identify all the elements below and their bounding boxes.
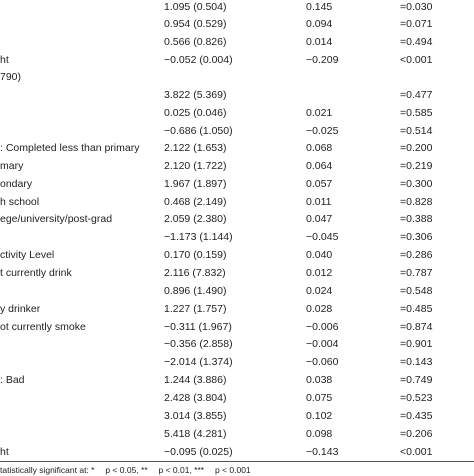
p-value-cell: <0.001 (400, 54, 433, 66)
p-value-cell: =0.219 (400, 160, 433, 172)
table-footnote: tatistically significant at: * p < 0.05, ** p < 0.01, *** p < 0.001 (0, 465, 251, 475)
standardized-beta-cell: −0.006 (306, 321, 339, 333)
standardized-beta-cell: 0.145 (306, 1, 333, 13)
table-row (0, 157, 474, 175)
coefficient-cell: −1.173 (1.144) (164, 231, 233, 243)
row-label: h school (0, 196, 40, 208)
table-row (0, 282, 474, 300)
table-row (0, 264, 474, 282)
p-value-cell: =0.306 (400, 231, 433, 243)
row-label: ht (0, 446, 9, 458)
standardized-beta-cell: −0.004 (306, 338, 339, 350)
row-label: ondary (0, 178, 33, 190)
row-label: 790) (0, 71, 22, 83)
row-label: ctivity Level (0, 249, 55, 261)
coefficient-cell: 1.244 (3.886) (164, 374, 227, 386)
standardized-beta-cell: −0.060 (306, 356, 339, 368)
coefficient-cell: 0.896 (1.490) (164, 285, 227, 297)
coefficient-cell: 0.468 (2.149) (164, 196, 227, 208)
standardized-beta-cell: 0.040 (306, 249, 333, 261)
coefficient-cell: 1.095 (0.504) (164, 1, 227, 13)
p-value-cell: =0.286 (400, 249, 433, 261)
table-row (0, 122, 474, 140)
standardized-beta-cell: 0.102 (306, 410, 333, 422)
p-value-cell: =0.143 (400, 356, 433, 368)
standardized-beta-cell: 0.057 (306, 178, 333, 190)
standardized-beta-cell: −0.209 (306, 54, 339, 66)
row-label: : Bad (0, 374, 25, 386)
p-value-cell: =0.071 (400, 18, 433, 30)
standardized-beta-cell: 0.024 (306, 285, 333, 297)
table-row (0, 68, 474, 86)
standardized-beta-cell: −0.045 (306, 231, 339, 243)
standardized-beta-cell: 0.012 (306, 267, 333, 279)
standardized-beta-cell: 0.064 (306, 160, 333, 172)
table-bottom-rule (0, 461, 474, 462)
coefficient-cell: 2.428 (3.804) (164, 392, 227, 404)
coefficient-cell: 3.822 (5.369) (164, 89, 227, 101)
p-value-cell: =0.514 (400, 125, 433, 137)
row-label: : Completed less than primary (0, 142, 140, 154)
p-value-cell: =0.585 (400, 107, 433, 119)
coefficient-cell: 0.170 (0.159) (164, 249, 227, 261)
coefficient-cell: 3.014 (3.855) (164, 410, 227, 422)
table-row (0, 443, 474, 461)
p-value-cell: =0.435 (400, 410, 433, 422)
standardized-beta-cell: 0.038 (306, 374, 333, 386)
standardized-beta-cell: −0.025 (306, 125, 339, 137)
standardized-beta-cell: 0.014 (306, 36, 333, 48)
row-label: ot currently smoke (0, 321, 86, 333)
table-row (0, 246, 474, 264)
coefficient-cell: −0.686 (1.050) (164, 125, 233, 137)
coefficient-cell: 5.418 (4.281) (164, 428, 227, 440)
coefficient-cell: −0.311 (1.967) (164, 321, 232, 333)
table-row (0, 0, 474, 16)
p-value-cell: =0.787 (400, 267, 433, 279)
p-value-cell: =0.485 (400, 303, 433, 315)
table-row (0, 300, 474, 318)
coefficient-cell: 0.566 (0.826) (164, 36, 227, 48)
p-value-cell: =0.548 (400, 285, 433, 297)
coefficient-cell: −2.014 (1.374) (164, 356, 233, 368)
coefficient-cell: 2.116 (7.832) (164, 267, 226, 279)
table-row (0, 335, 474, 353)
coefficient-cell: 1.227 (1.757) (164, 303, 227, 315)
standardized-beta-cell: 0.068 (306, 142, 333, 154)
coefficient-cell: 2.120 (1.722) (164, 160, 227, 172)
row-label: y drinker (0, 303, 41, 315)
standardized-beta-cell: 0.028 (306, 303, 333, 315)
table-row (0, 389, 474, 407)
table-row (0, 407, 474, 425)
p-value-cell: =0.206 (400, 428, 433, 440)
table-row (0, 425, 474, 443)
p-value-cell: <0.001 (400, 446, 433, 458)
p-value-cell: =0.901 (400, 338, 433, 350)
table-row (0, 318, 474, 336)
p-value-cell: =0.874 (400, 321, 433, 333)
row-label: mary (0, 160, 24, 172)
coefficient-cell: 1.967 (1.897) (164, 178, 227, 190)
coefficient-cell: −0.052 (0.004) (164, 54, 233, 66)
row-label: t currently drink (0, 267, 72, 279)
standardized-beta-cell: 0.021 (306, 107, 333, 119)
standardized-beta-cell: 0.011 (306, 196, 332, 208)
standardized-beta-cell: 0.098 (306, 428, 333, 440)
table-row (0, 353, 474, 371)
table-row (0, 228, 474, 246)
table-row (0, 139, 474, 157)
coefficient-cell: −0.356 (2.858) (164, 338, 233, 350)
table-row (0, 33, 474, 51)
p-value-cell: =0.200 (400, 142, 433, 154)
row-label: ht (0, 54, 9, 66)
coefficient-cell: 2.059 (2.380) (164, 213, 227, 225)
coefficient-cell: 0.954 (0.529) (164, 18, 227, 30)
table-row (0, 210, 474, 228)
standardized-beta-cell: 0.094 (306, 18, 333, 30)
standardized-beta-cell: 0.075 (306, 392, 333, 404)
table-row (0, 86, 474, 104)
table-row (0, 193, 474, 211)
p-value-cell: =0.477 (400, 89, 433, 101)
p-value-cell: =0.300 (400, 178, 433, 190)
p-value-cell: =0.523 (400, 392, 433, 404)
p-value-cell: =0.828 (400, 196, 433, 208)
table-row (0, 104, 474, 122)
p-value-cell: =0.749 (400, 374, 433, 386)
coefficient-cell: −0.095 (0.025) (164, 446, 233, 458)
table-row (0, 15, 474, 33)
table-row (0, 371, 474, 389)
table-row (0, 51, 474, 69)
standardized-beta-cell: −0.143 (306, 446, 339, 458)
p-value-cell: =0.030 (400, 1, 433, 13)
coefficient-cell: 0.025 (0.046) (164, 107, 227, 119)
p-value-cell: =0.388 (400, 213, 433, 225)
row-label: ege/university/post-grad (0, 213, 113, 225)
p-value-cell: =0.494 (400, 36, 433, 48)
coefficient-cell: 2.122 (1.653) (164, 142, 227, 154)
table-row (0, 175, 474, 193)
standardized-beta-cell: 0.047 (306, 213, 333, 225)
